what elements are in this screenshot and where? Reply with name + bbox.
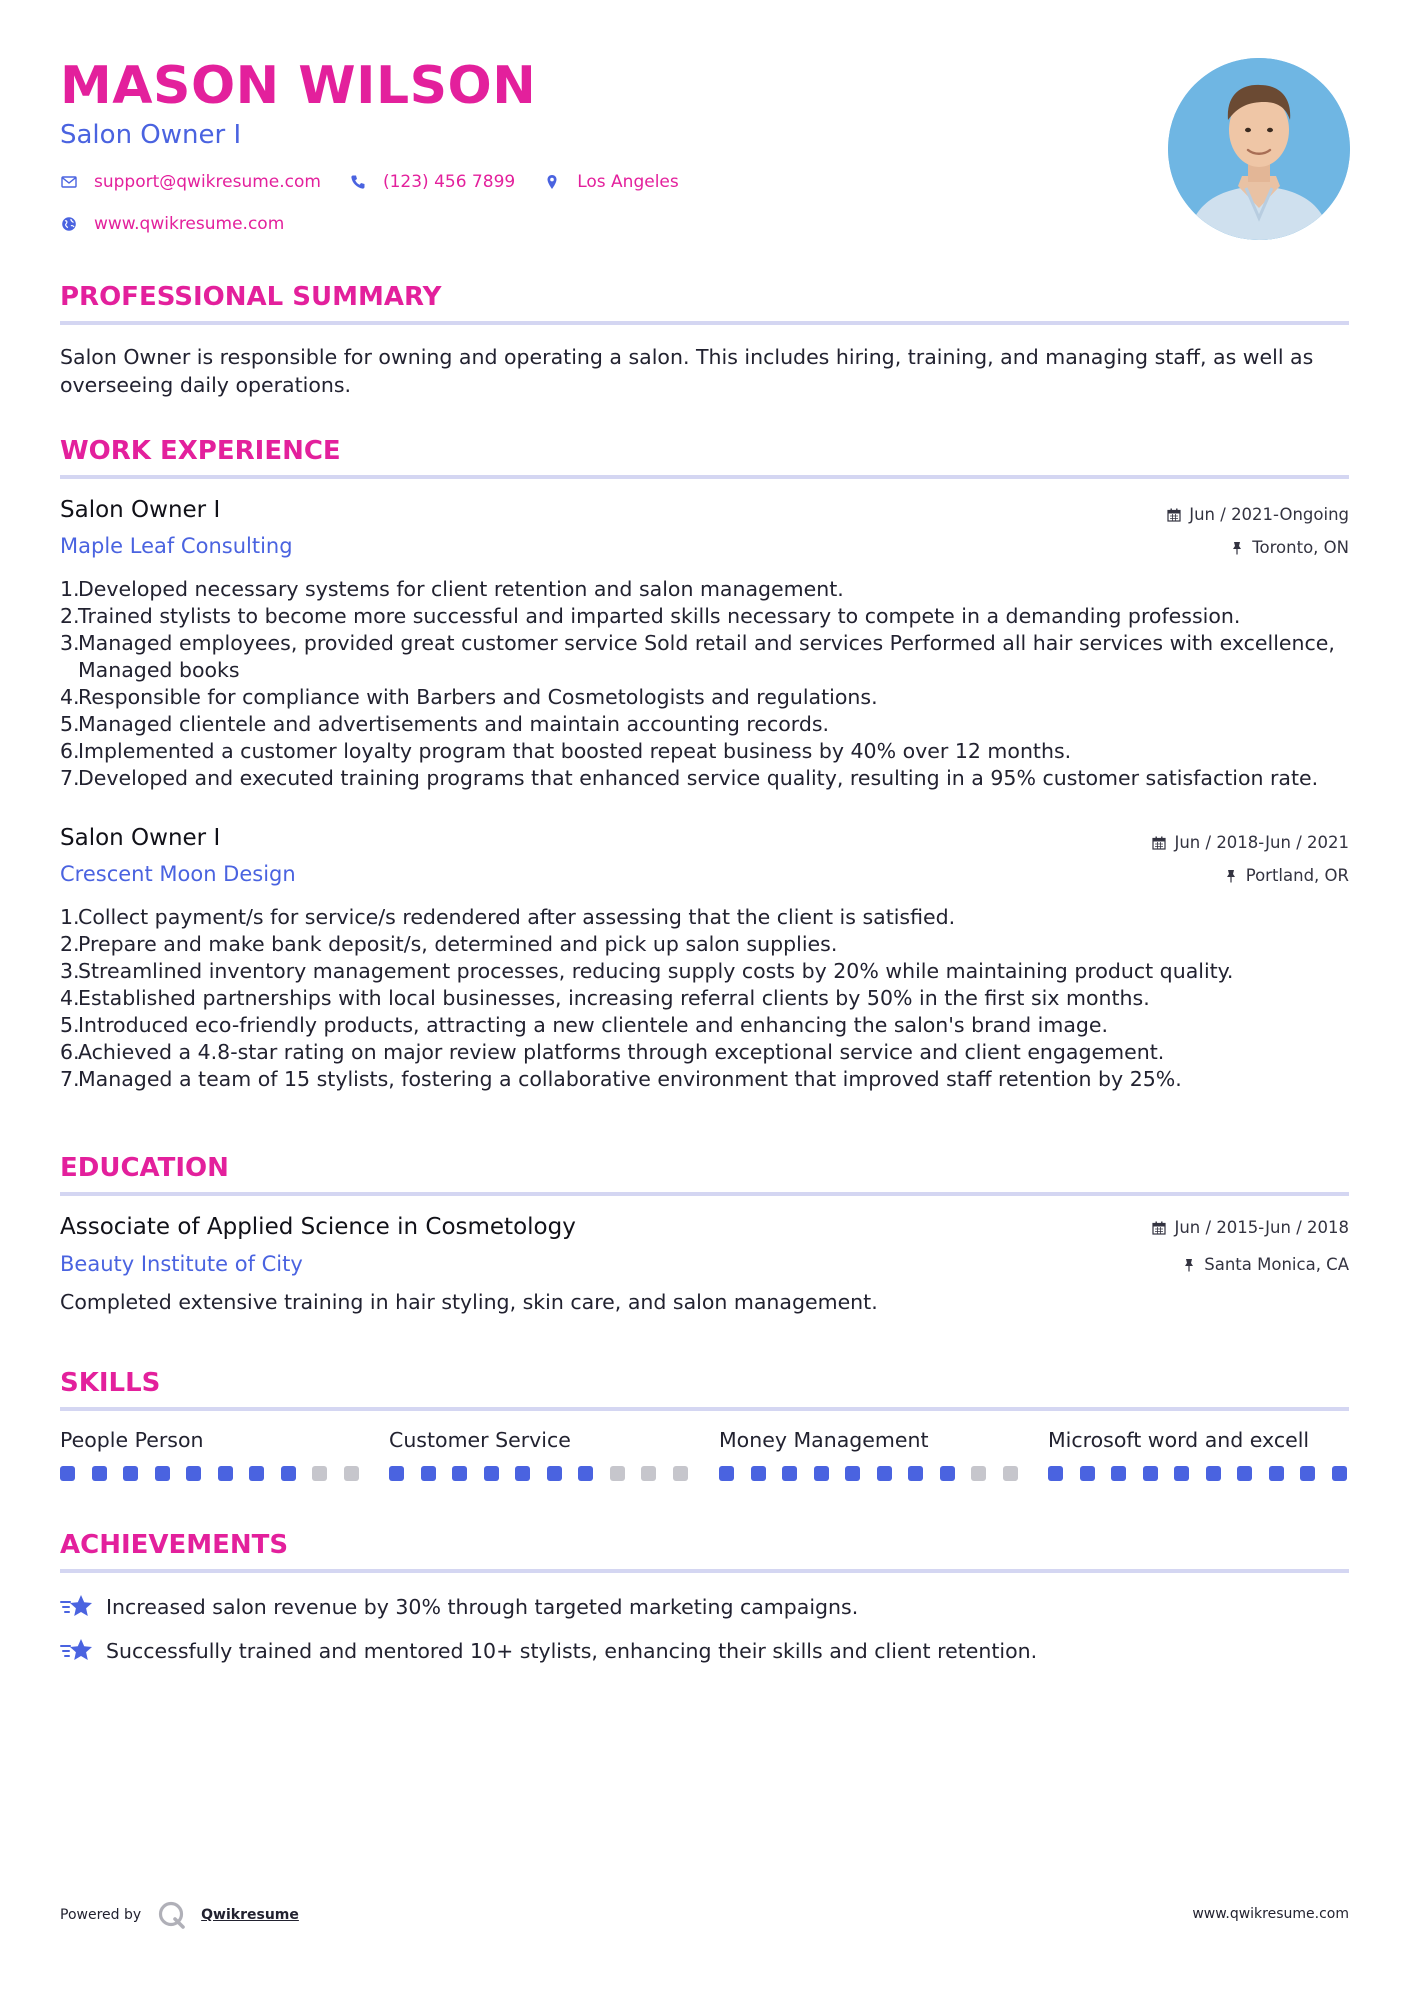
star-icon: [60, 1592, 94, 1622]
rating-dot-filled: [1143, 1466, 1158, 1481]
list-item: 6. Achieved a 4.8-star rating on major review platforms through exceptional service and client engagement.: [60, 1039, 1349, 1066]
bullet-text: Managed employees, provided great customer service Sold retail and services Performed all hair services with excellence, Managed books: [78, 631, 1335, 682]
skill-rating: [60, 1466, 360, 1481]
list-item: 4. Established partnerships with local businesses, increasing referral clients by 50% in the first six months.: [60, 985, 1349, 1012]
rating-dot-filled: [578, 1466, 593, 1481]
profile-photo: [1168, 58, 1350, 240]
pin-icon: [1230, 541, 1244, 555]
contact-website[interactable]: [60, 214, 284, 234]
bullet-text: Developed and executed training programs that enhanced service quality, resulting in a 95% customer satisfaction rate.: [78, 766, 1319, 790]
phone-icon: [349, 173, 367, 191]
phone-text: (123) 456 7899: [382, 172, 516, 192]
qwikresume-link[interactable]: Qwikresume: [201, 1907, 299, 1923]
achievement-item: [60, 1636, 1037, 1666]
rating-dot-filled: [1269, 1466, 1284, 1481]
map-pin-icon: [543, 173, 561, 191]
list-item: 2. Prepare and make bank deposit/s, determined and pick up salon supplies.: [60, 931, 1349, 958]
location-text: Los Angeles: [577, 172, 679, 192]
footer-powered-by: [60, 1900, 299, 1930]
qwikresume-logo-icon: [157, 1900, 187, 1930]
skill-item: [60, 1428, 360, 1481]
bullet-text: Achieved a 4.8-star rating on major review platforms through exceptional service and client engagement.: [78, 1040, 1165, 1064]
skill-name: Customer Service: [389, 1428, 571, 1452]
list-item: 2. Trained stylists to become more successful and imparted skills necessary to compete in a demanding profession.: [60, 603, 1349, 630]
achievement-text: Successfully trained and mentored 10+ stylists, enhancing their skills and client retention.: [106, 1639, 1038, 1663]
education-dates-text: Jun / 2015-Jun / 2018: [1174, 1218, 1349, 1237]
job-company: Maple Leaf Consulting: [60, 534, 293, 558]
rating-dot-filled: [547, 1466, 562, 1481]
list-item: 1. Developed necessary systems for client retention and salon management.: [60, 576, 1349, 603]
skill-rating: [389, 1466, 689, 1481]
contact-phone[interactable]: [349, 172, 515, 192]
job-title: Salon Owner I: [60, 825, 221, 851]
rating-dot-empty: [641, 1466, 656, 1481]
skill-rating: [719, 1466, 1019, 1481]
job-dates: [1167, 505, 1349, 524]
email-text: support@qwikresume.com: [94, 172, 321, 192]
calendar-icon: [1167, 508, 1181, 522]
rating-dot-filled: [484, 1466, 499, 1481]
contact-row: [60, 172, 707, 192]
skill-item: [719, 1428, 1019, 1481]
skill-name: People Person: [60, 1428, 204, 1452]
skills-heading: SKILLS: [60, 1368, 161, 1398]
education-dates: [1152, 1218, 1349, 1237]
list-item: 1. Collect payment/s for service/s redendered after assessing that the client is satisfied.: [60, 904, 1349, 931]
rating-dot-filled: [1237, 1466, 1252, 1481]
rating-dot-empty: [1003, 1466, 1018, 1481]
bullet-text: Responsible for compliance with Barbers and Cosmetologists and regulations.: [78, 685, 878, 709]
rating-dot-filled: [719, 1466, 734, 1481]
contact-email[interactable]: [60, 172, 321, 192]
bullet-text: Developed necessary systems for client retention and salon management.: [78, 577, 844, 601]
school-name: Beauty Institute of City: [60, 1252, 303, 1276]
rating-dot-empty: [971, 1466, 986, 1481]
experience-heading: WORK EXPERIENCE: [60, 436, 341, 466]
rating-dot-filled: [452, 1466, 467, 1481]
rating-dot-filled: [814, 1466, 829, 1481]
rating-dot-filled: [515, 1466, 530, 1481]
job-bullets: [60, 576, 1349, 792]
bullet-text: Introduced eco-friendly products, attracting a new clientele and enhancing the salon's brand image.: [78, 1013, 1109, 1037]
footer-url[interactable]: www.qwikresume.com: [1192, 1906, 1349, 1922]
achievements-heading: ACHIEVEMENTS: [60, 1530, 289, 1560]
contact-row-website: [60, 214, 312, 234]
job-location: [1230, 538, 1349, 557]
list-item: 7. Managed a team of 15 stylists, fostering a collaborative environment that improved staff retention by 25%.: [60, 1066, 1349, 1093]
achievement-item: [60, 1592, 858, 1622]
contact-location: [543, 172, 679, 192]
rating-dot-filled: [92, 1466, 107, 1481]
section-divider: [60, 1192, 1349, 1196]
skill-item: [389, 1428, 689, 1481]
section-divider: [60, 475, 1349, 479]
powered-by-label: Powered by: [60, 1907, 142, 1923]
rating-dot-filled: [123, 1466, 138, 1481]
job-location: [1224, 866, 1349, 885]
bullet-text: Trained stylists to become more successful and imparted skills necessary to compete in a demanding profession.: [78, 604, 1241, 628]
list-item: 3. Managed employees, provided great customer service Sold retail and services Performed all hair services with excellence, Managed books: [60, 630, 1349, 684]
list-item: 7. Developed and executed training programs that enhanced service quality, resulting in a 95% customer satisfaction rate.: [60, 765, 1349, 792]
summary-heading: PROFESSIONAL SUMMARY: [60, 282, 442, 312]
job-location-text: Portland, OR: [1245, 866, 1349, 885]
skill-rating: [1048, 1466, 1348, 1481]
skill-name: Money Management: [719, 1428, 929, 1452]
rating-dot-filled: [1048, 1466, 1063, 1481]
rating-dot-filled: [186, 1466, 201, 1481]
bullet-text: Managed a team of 15 stylists, fostering a collaborative environment that improved staff retention by 25%.: [78, 1067, 1182, 1091]
candidate-role: Salon Owner I: [60, 120, 242, 150]
skill-item: [1048, 1428, 1348, 1481]
rating-dot-empty: [312, 1466, 327, 1481]
rating-dot-filled: [1300, 1466, 1315, 1481]
list-item: 4. Responsible for compliance with Barbers and Cosmetologists and regulations.: [60, 684, 1349, 711]
job-title: Salon Owner I: [60, 497, 221, 523]
bullet-text: Prepare and make bank deposit/s, determined and pick up salon supplies.: [78, 932, 838, 956]
resume-page: [60, 0, 1349, 1990]
job-dates-text: Jun / 2018-Jun / 2021: [1174, 833, 1349, 852]
rating-dot-filled: [249, 1466, 264, 1481]
website-text: www.qwikresume.com: [94, 214, 285, 234]
skill-name: Microsoft word and excell: [1048, 1428, 1310, 1452]
rating-dot-filled: [155, 1466, 170, 1481]
rating-dot-filled: [1080, 1466, 1095, 1481]
rating-dot-filled: [751, 1466, 766, 1481]
bullet-text: Collect payment/s for service/s redendered after assessing that the client is satisfied.: [78, 905, 956, 929]
star-icon: [60, 1636, 94, 1666]
job-dates: [1152, 833, 1349, 852]
rating-dot-filled: [877, 1466, 892, 1481]
rating-dot-filled: [1332, 1466, 1347, 1481]
calendar-icon: [1152, 1221, 1166, 1235]
rating-dot-filled: [782, 1466, 797, 1481]
degree-title: Associate of Applied Science in Cosmetology: [60, 1214, 576, 1240]
education-location: [1182, 1255, 1349, 1274]
pin-icon: [1182, 1258, 1196, 1272]
rating-dot-filled: [1111, 1466, 1126, 1481]
rating-dot-filled: [421, 1466, 436, 1481]
rating-dot-filled: [1206, 1466, 1221, 1481]
job-dates-text: Jun / 2021-Ongoing: [1189, 505, 1349, 524]
rating-dot-filled: [940, 1466, 955, 1481]
envelope-icon: [60, 173, 78, 191]
education-description: Completed extensive training in hair styling, skin care, and salon management.: [60, 1290, 878, 1314]
rating-dot-filled: [389, 1466, 404, 1481]
rating-dot-filled: [60, 1466, 75, 1481]
rating-dot-filled: [845, 1466, 860, 1481]
section-divider: [60, 1569, 1349, 1573]
list-item: 5. Managed clientele and advertisements and maintain accounting records.: [60, 711, 1349, 738]
rating-dot-filled: [1174, 1466, 1189, 1481]
bullet-text: Implemented a customer loyalty program that boosted repeat business by 40% over 12 months.: [78, 739, 1072, 763]
bullet-text: Managed clientele and advertisements and maintain accounting records.: [78, 712, 830, 736]
pin-icon: [1224, 869, 1238, 883]
section-divider: [60, 1407, 1349, 1411]
globe-icon: [60, 215, 78, 233]
bullet-text: Established partnerships with local businesses, increasing referral clients by 50% in the first six months.: [78, 986, 1150, 1010]
rating-dot-filled: [218, 1466, 233, 1481]
summary-text: Salon Owner is responsible for owning and operating a salon. This includes hiring, training, and managing staff, as well as overseeing daily operations.: [60, 345, 1314, 397]
job-location-text: Toronto, ON: [1252, 538, 1349, 557]
list-item: 5. Introduced eco-friendly products, attracting a new clientele and enhancing the salon's brand image.: [60, 1012, 1349, 1039]
rating-dot-filled: [908, 1466, 923, 1481]
education-location-text: Santa Monica, CA: [1204, 1255, 1349, 1274]
education-heading: EDUCATION: [60, 1153, 229, 1183]
rating-dot-empty: [610, 1466, 625, 1481]
candidate-name: MASON WILSON: [60, 56, 537, 116]
rating-dot-empty: [344, 1466, 359, 1481]
calendar-icon: [1152, 836, 1166, 850]
job-bullets: [60, 904, 1349, 1093]
job-company: Crescent Moon Design: [60, 862, 296, 886]
rating-dot-empty: [673, 1466, 688, 1481]
achievement-text: Increased salon revenue by 30% through targeted marketing campaigns.: [106, 1595, 859, 1619]
section-divider: [60, 321, 1349, 325]
bullet-text: Streamlined inventory management processes, reducing supply costs by 20% while maintaining product quality.: [78, 959, 1234, 983]
list-item: 6. Implemented a customer loyalty program that boosted repeat business by 40% over 12 months.: [60, 738, 1349, 765]
rating-dot-filled: [281, 1466, 296, 1481]
list-item: 3. Streamlined inventory management processes, reducing supply costs by 20% while maintaining product quality.: [60, 958, 1349, 985]
